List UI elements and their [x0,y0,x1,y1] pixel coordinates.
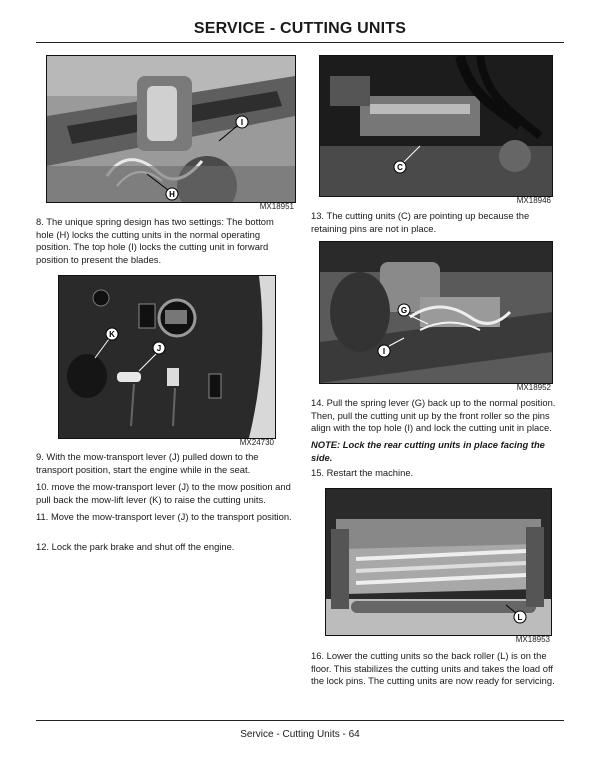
photo-back-roller [325,488,552,636]
step-10-text: 10. move the mow-transport lever (J) to the mow position and pull back the mow-lift lever (K) to raise the cutting units. [36,481,291,505]
callout-h: H [169,190,175,199]
step-15-text: 15. Restart the machine. [311,467,414,478]
footer-rule [36,720,564,721]
callout-l: L [517,613,523,622]
step-11-text: 11. Move the mow-transport lever (J) to the transport position. [36,511,292,522]
title-rule [36,42,564,43]
photo-control-panel [58,275,276,439]
page-title: SERVICE - CUTTING UNITS [193,20,407,37]
callout-c: C [397,163,403,172]
photo-spring-lock [46,55,296,203]
step-12-text: 12. Lock the park brake and shut off the engine. [36,541,235,552]
figure-caption: MX18951 [259,202,294,211]
callout-g: G [400,306,408,315]
step-14-text: 14. Pull the spring lever (G) back up to the normal position. Then, pull the cutting unit up by the front roller so the pins align with the top hole (I) and lock the cutting unit in place. [311,397,556,434]
figure-caption: MX18946 [516,196,551,205]
figure-caption: MX24730 [239,438,274,447]
step-13-text: 13. The cutting units (C) are pointing up because the retaining pins are not in place. [311,210,530,234]
figure-caption: MX18952 [516,383,551,392]
step-16-text: 16. Lower the cutting units so the back roller (L) is on the floor. This stabilizes the cutting units and takes the load off the lock pins. The cutting units are now ready for servicing. [311,650,555,687]
step-9-text: 9. With the mow-transport lever (J) pulled down to the transport position, start the engine while in the seat. [36,451,259,475]
note-text: NOTE: Lock the rear cutting units in place facing the side. [311,439,545,463]
step-8-text: 8. The unique spring design has two settings: The bottom hole (H) locks the cutting units in the normal operating position. The top hole (I) locks the cutting unit in forward position to present the blades. [36,216,274,265]
page-footer: Service - Cutting Units - 64 [240,729,360,740]
figure-caption: MX18953 [515,635,550,644]
photo-cutting-units-up [319,55,553,197]
callout-k: K [109,330,115,339]
callout-j: J [156,344,162,353]
callout-i: I [240,118,244,127]
photo-spring-lever [319,241,553,384]
callout-i: I [382,347,386,356]
